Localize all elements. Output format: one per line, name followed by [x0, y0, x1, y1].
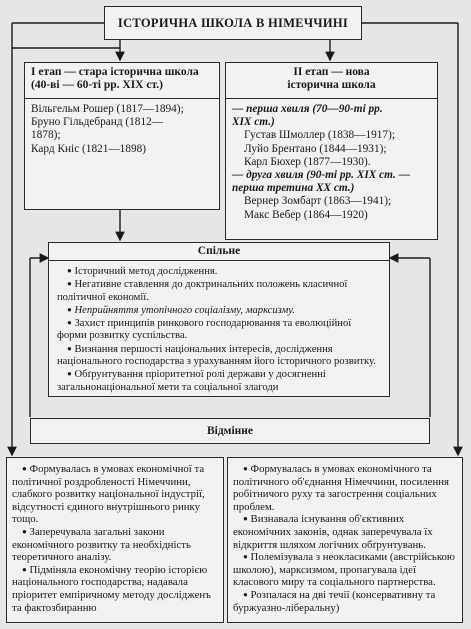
bullet-icon: ● — [243, 464, 248, 473]
bullet-icon: ● — [67, 369, 72, 379]
bullet-icon: ● — [67, 343, 72, 353]
common-heading: Спільне — [49, 243, 389, 261]
bullet-icon: ● — [67, 304, 72, 314]
second-wave-name: Макс Вебер (1864—1920) — [244, 208, 368, 221]
title-box — [104, 6, 362, 40]
stage-2-heading-line1: II етап — нова — [293, 66, 370, 78]
difference-box — [30, 418, 430, 444]
first-wave-name: Луйо Брентано (1844—1931); — [244, 142, 387, 155]
list-item: ● Формувалась в умовах економічного та політичного об'єднання Німеччини, посилення робітничого руху та загострення соціальних проблем. — [233, 463, 450, 513]
stage-1-line: 1878); — [31, 129, 61, 142]
bullet-icon: ● — [22, 526, 27, 536]
bullet-icon: ● — [243, 552, 248, 562]
first-wave-heading: — перша хвиля (70—90-ті рр. — [232, 103, 383, 115]
list-item: ● Визнання першості національних інтересів, дослідження національного господарства з урахуванням його історичного розвитку. — [57, 343, 376, 368]
second-wave-heading: — друга хвиля (90-ті рр. XIX ст. — — [232, 169, 410, 182]
common-list — [49, 261, 389, 394]
list-item: ● Розпалася на дві течії (консервативну та буржуазно-ліберальну) — [233, 588, 436, 614]
new-school-differences — [227, 457, 463, 623]
bullet-icon: ● — [67, 318, 72, 328]
stage-1-line: Бруно Гільдебранд (1812— — [31, 116, 164, 129]
list-item: ● Історичний метод дослідження. — [67, 266, 218, 277]
common-box — [48, 242, 390, 397]
stage-2-heading — [226, 63, 437, 99]
first-wave-heading-cont: XIX ст.) — [232, 116, 275, 129]
bullet-icon: ● — [243, 514, 248, 524]
bullet-icon: ● — [243, 589, 248, 599]
page-title: ІСТОРИЧНА ШКОЛА В НІМЕЧЧИНІ — [117, 16, 349, 30]
stage-2-heading-line2: історична школа — [287, 79, 376, 91]
list-item: ● Негативне ставлення до доктринальних положень класичної політичної економії. — [57, 279, 348, 303]
old-school-differences — [6, 457, 224, 623]
second-wave-name: Вернер Зомбарт (1863—1941); — [244, 195, 392, 208]
stage-1-heading-line1: I етап — стара історична школа — [31, 66, 199, 78]
stage-1-line: Кард Кніс (1821—1898) — [31, 142, 147, 155]
stage-2-body — [226, 99, 437, 226]
first-wave-name: Густав Шмоллер (1838—1917); — [244, 129, 395, 142]
bullet-icon: ● — [67, 279, 72, 289]
bullet-icon: ● — [22, 464, 27, 473]
list-item: ● Підміняла економічну теорію історією національного господарства, надавала пріоритет емпіричному методу дослідженъ та фактозбиранню — [12, 563, 211, 614]
list-item: ● Заперечувала загальні закони економічного розвитку та необхідність теоретичного аналізу. — [12, 525, 191, 564]
stage-1-box — [24, 62, 220, 210]
bullet-icon: ● — [67, 266, 72, 275]
stage-1-heading — [25, 63, 219, 99]
list-item: ● Захист принципів ринкового господарювання та еволюційної форми розвитку суспільства. — [57, 318, 352, 342]
stage-1-line: Вільгельм Рошер (1817—1894); — [31, 103, 184, 115]
stage-1-body — [25, 99, 219, 160]
stage-2-box — [225, 62, 438, 240]
list-item: ● Формувалась в умовах економічної та політичної роздробленості Німеччини, слабкого розвитку національної індустрії, відсутності єдиного внутрішнього ринку тощо. — [12, 463, 205, 526]
difference-heading: Відмінне — [206, 425, 254, 437]
list-item: ● Визнавала існування об'єктивних економічних законів, однак заперечувала їх відкриття шляхом логічних обґрунтувань. — [233, 513, 433, 551]
bullet-icon: ● — [22, 564, 27, 574]
second-wave-heading-cont: перша третина XX ст.) — [232, 182, 355, 195]
list-item: ● Обґрунтування пріоритетної ролі держави у досягненні загальнонаціональної мети та соціальної злагоди — [57, 369, 326, 393]
list-item: ● Неприйняття утопічного соціалізму, марксизму. — [67, 304, 295, 316]
first-wave-name: Карл Бюхер (1877—1930). — [244, 155, 371, 168]
stage-1-heading-line2: (40-ві — 60-ті рр. XIX ст.) — [31, 79, 163, 91]
list-item: ● Полемізувала з неокласиками (австрійською школою), марксизмом, пропагувала ідеї класового миру та соціального партнерства. — [233, 551, 456, 589]
